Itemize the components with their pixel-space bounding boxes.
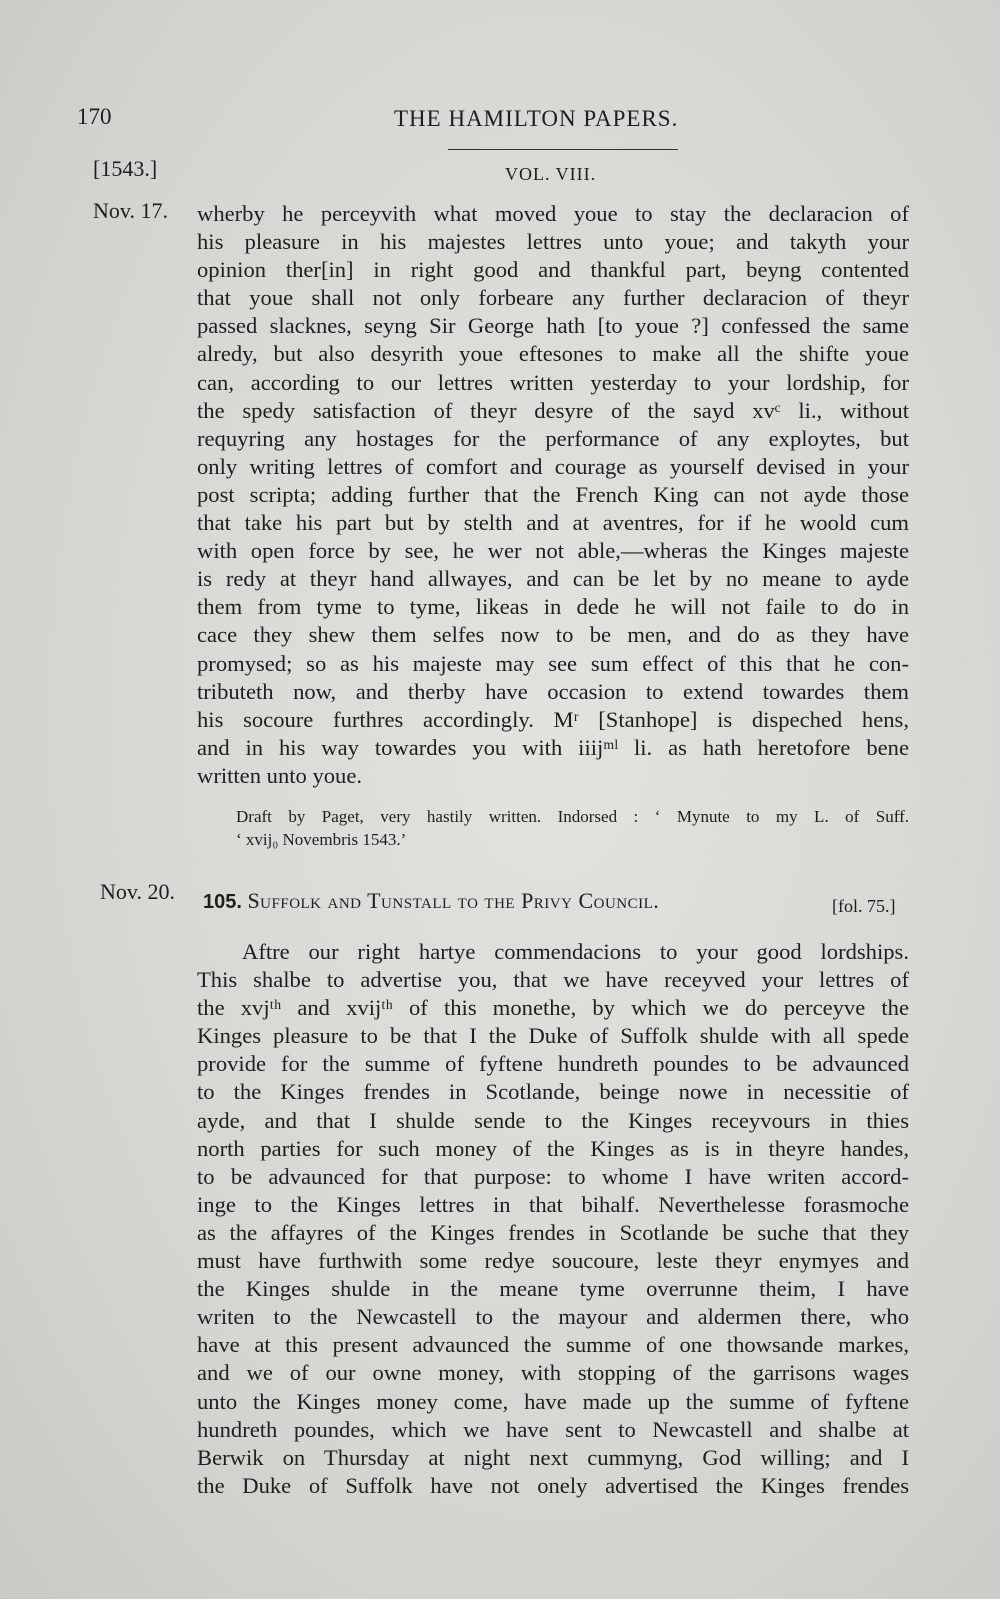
entry-2-title: Suffolk and Tunstall to the Privy Council. xyxy=(247,888,660,913)
note-line: Draft by Paget, very hastily written. Indorsed : ‘ Mynute to my L. of Suff. xyxy=(236,807,909,826)
text-line: hundreth poundes, which we have sent to Newcastell and shalbe at xyxy=(197,1416,909,1442)
text-line: opinion ther[in] in right good and thankful part, beyng contented xyxy=(197,257,909,283)
text-line: promysed; so as his majeste may see sum effect of this that he con- xyxy=(197,650,909,676)
text-line: with open force by see, he wer not able,—wheras the Kinges majeste xyxy=(197,538,909,564)
text-line: Berwik on Thursday at night next cummyng, God willing; and I xyxy=(197,1444,909,1470)
text-line: to be advaunced for that purpose: to whome I have writen accord- xyxy=(197,1163,909,1189)
entry-2-text xyxy=(197,938,909,1500)
text-line: the Duke of Suffolk have not onely advertised the Kinges frendes xyxy=(197,1472,909,1498)
text-line: and we of our owne money, with stopping of the garrisons wages xyxy=(197,1360,909,1386)
entry-2-number: 105. xyxy=(203,891,242,913)
text-line: as the affayres of the Kinges frendes in Scotlande be suche that they xyxy=(197,1219,909,1245)
text-line: them from tyme to tyme, likeas in dede he will not faile to do in xyxy=(197,594,909,620)
text-line: inge to the Kinges lettres in that bihalf. Neverthelesse forasmoche xyxy=(197,1191,909,1217)
running-title: THE HAMILTON PAPERS. xyxy=(394,106,679,131)
text-line: passed slacknes, seyng Sir George hath [to youe ?] confessed the same xyxy=(197,313,909,339)
text-line: post scripta; adding further that the French King can not ayde those xyxy=(197,481,909,507)
text-line: the Kinges shulde in the meane tyme overrunne theim, I have xyxy=(197,1276,909,1302)
text-line: ayde, and that I shulde sende to the Kinges receyvours in thies xyxy=(197,1107,909,1133)
text-line: tributeth now, and therby have occasion to extend towardes them xyxy=(197,678,909,704)
text-line: and in his way towardes you with iiijᵐˡ li. as hath heretofore bene xyxy=(197,734,909,760)
text-line: Aftre our right hartye commendacions to your good lordships. xyxy=(242,939,909,964)
text-line: to the Kinges frendes in Scotlande, beinge nowe in necessitie of xyxy=(197,1079,909,1105)
text-line: written unto youe. xyxy=(197,762,363,788)
text-line: This shalbe to advertise you, that we have receyved your lettres of xyxy=(197,967,909,993)
text-line: have at this present advaunced the summe of one thowsande markes, xyxy=(197,1332,909,1358)
text-line: unto the Kinges money come, have made up the summe of fyftene xyxy=(197,1388,909,1414)
text-line: his pleasure in his majestes lettres unto youe; and takyth your xyxy=(197,229,909,255)
text-line: must have furthwith some redye soucoure, leste theyr enymyes and xyxy=(197,1248,909,1274)
text-line: Kinges pleasure to be that I the Duke of Suffolk shulde with all spede xyxy=(197,1023,909,1049)
text-line: his socoure furthres accordingly. Mʳ [Stanhope] is dispeched hens, xyxy=(197,706,909,732)
text-line: provide for the summe of fyftene hundreth poundes to be advaunced xyxy=(197,1051,909,1077)
entry-2-date: Nov. 20. xyxy=(100,879,175,904)
text-line: can, according to our lettres written yesterday to your lordship, for xyxy=(197,369,909,395)
header-rule xyxy=(448,149,678,150)
text-line: the spedy satisfaction of theyr desyre of the sayd xvᶜ li., without xyxy=(197,397,909,423)
text-line: north parties for such money of the Kinges as is in theyre handes, xyxy=(197,1135,909,1161)
text-line: writen to the Newcastell to the mayour and aldermen there, who xyxy=(197,1304,909,1330)
entry-2-heading xyxy=(203,888,659,914)
text-line: only writing lettres of comfort and courage as yourself devised in your xyxy=(197,453,909,479)
note-line: ‘ xvij₀ Novembris 1543.’ xyxy=(236,830,407,849)
entry-1-note xyxy=(236,805,909,851)
text-line: is redy at theyr hand allwayes, and can be let by no meane to ayde xyxy=(197,566,909,592)
text-line: alredy, but also desyrith youe eftesones to make all the shifte youe xyxy=(197,341,909,367)
volume-marker: VOL. VIII. xyxy=(505,164,597,184)
text-line: that youe shall not only forbeare any further declaracion of theyr xyxy=(197,285,909,311)
year-marker: [1543.] xyxy=(93,156,158,181)
text-line: that take his part but by stelth and at aventres, for if he woold cum xyxy=(197,510,909,536)
entry-2-folio: [fol. 75.] xyxy=(832,896,896,916)
text-line: wherby he perceyvith what moved youe to stay the declaracion of xyxy=(197,201,909,226)
text-line: cace they shew them selfes now to be men, and do as they have xyxy=(197,622,909,648)
text-line: requyring any hostages for the performance of any exploytes, but xyxy=(197,425,909,451)
entry-1-text xyxy=(197,200,909,790)
entry-1-date: Nov. 17. xyxy=(93,198,168,223)
text-line: the xvjᵗʰ and xvijᵗʰ of this monethe, by which we do perceyve the xyxy=(197,995,909,1021)
page-number: 170 xyxy=(77,104,112,129)
